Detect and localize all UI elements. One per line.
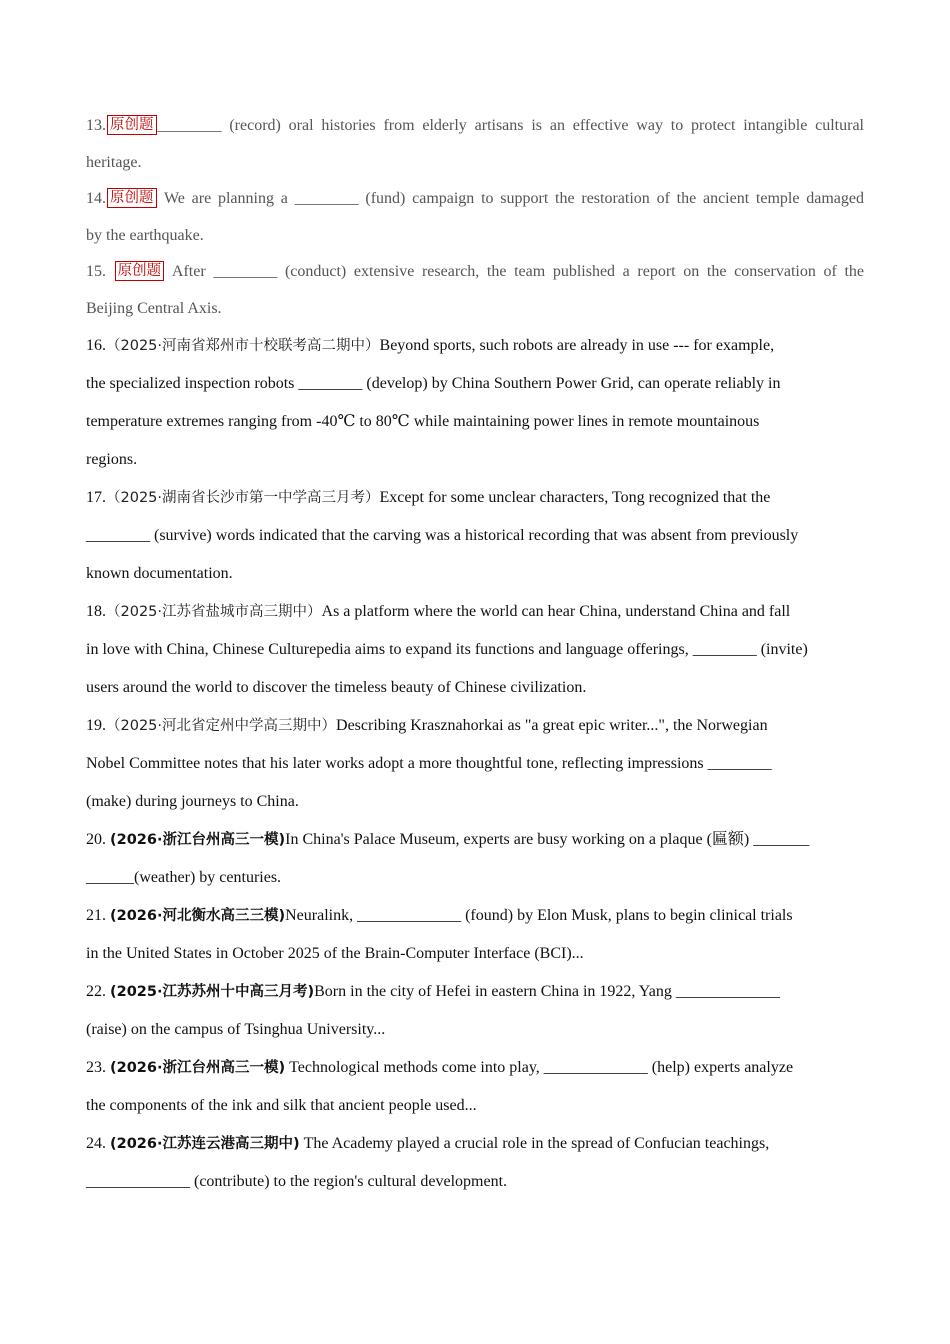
question-number: 18. bbox=[86, 603, 106, 620]
question-13 bbox=[86, 108, 864, 181]
question-line: heritage. bbox=[86, 153, 142, 171]
question-number: 21. bbox=[86, 907, 110, 924]
question-source: (2026·江苏连云港高三期中) bbox=[110, 1136, 300, 1152]
question-21 bbox=[86, 897, 864, 973]
original-question-badge: 原创题 bbox=[107, 115, 157, 135]
question-line bbox=[86, 1125, 864, 1163]
original-question-badge: 原创题 bbox=[107, 188, 157, 208]
question-line bbox=[86, 254, 864, 291]
question-number: 15. bbox=[86, 263, 114, 280]
question-line: temperature extremes ranging from -40℃ to 80℃ while maintaining power lines in remote mountainous bbox=[86, 413, 760, 430]
question-line: Beijing Central Axis. bbox=[86, 299, 222, 317]
question-number: 13. bbox=[86, 117, 106, 134]
question-line bbox=[86, 973, 864, 1011]
question-line bbox=[86, 108, 864, 145]
question-source: (2026·浙江台州高三一模) bbox=[110, 832, 286, 848]
exercise-page bbox=[86, 108, 864, 1201]
question-24 bbox=[86, 1125, 864, 1201]
question-number: 23. bbox=[86, 1059, 110, 1076]
question-line: known documentation. bbox=[86, 565, 233, 582]
question-line bbox=[86, 1049, 864, 1087]
question-number: 24. bbox=[86, 1135, 110, 1152]
question-line: the specialized inspection robots ________ (develop) by China Southern Power Grid, can operate reliably in bbox=[86, 375, 781, 392]
question-text: In China's Palace Museum, experts are busy working on a plaque (匾额) _______ bbox=[285, 831, 810, 848]
question-number: 17. bbox=[86, 489, 106, 506]
question-number: 22. bbox=[86, 983, 110, 1000]
question-17 bbox=[86, 479, 864, 593]
question-23 bbox=[86, 1049, 864, 1125]
question-line bbox=[86, 821, 864, 859]
question-line: in the United States in October 2025 of the Brain-Computer Interface (BCI)... bbox=[86, 945, 584, 962]
question-line: (raise) on the campus of Tsinghua University... bbox=[86, 1021, 386, 1038]
question-line bbox=[86, 327, 864, 365]
question-line: the components of the ink and silk that ancient people used... bbox=[86, 1097, 477, 1114]
question-line: _____________ (contribute) to the region's cultural development. bbox=[86, 1173, 508, 1190]
question-line: regions. bbox=[86, 451, 138, 468]
question-number: 14. bbox=[86, 190, 106, 207]
question-source: (2026·浙江台州高三一模) bbox=[110, 1060, 286, 1076]
original-question-badge: 原创题 bbox=[115, 261, 165, 281]
question-line: users around the world to discover the timeless beauty of Chinese civilization. bbox=[86, 679, 587, 696]
question-source: （2025·江苏省盐城市高三期中） bbox=[106, 604, 322, 620]
question-text: Beyond sports, such robots are already in use --- for example, bbox=[379, 337, 775, 354]
question-number: 16. bbox=[86, 337, 106, 354]
question-19 bbox=[86, 707, 864, 821]
question-text: After ________ (conduct) extensive research, the team published a report on the conservation of the bbox=[165, 263, 864, 280]
question-line bbox=[86, 593, 864, 631]
question-line: ______(weather) by centuries. bbox=[86, 869, 282, 886]
question-line: in love with China, Chinese Culturepedia aims to expand its functions and language offerings, ________ (invite) bbox=[86, 641, 808, 658]
question-14 bbox=[86, 181, 864, 254]
question-text: ________ (record) oral histories from elderly artisans is an effective way to protect intangible cultural bbox=[157, 117, 864, 134]
question-source: （2025·湖南省长沙市第一中学高三月考） bbox=[106, 490, 380, 506]
question-source: （2025·河南省郑州市十校联考高二期中） bbox=[106, 338, 380, 354]
question-text: Except for some unclear characters, Tong recognized that the bbox=[379, 489, 771, 506]
question-line: ________ (survive) words indicated that the carving was a historical recording that was absent from previously bbox=[86, 527, 799, 544]
question-text: We are planning a ________ (fund) campaign to support the restoration of the ancient temple damaged bbox=[157, 190, 864, 207]
question-text: The Academy played a crucial role in the spread of Confucian teachings, bbox=[299, 1135, 770, 1152]
question-text: Technological methods come into play, _____________ (help) experts analyze bbox=[285, 1059, 794, 1076]
question-line: (make) during journeys to China. bbox=[86, 793, 299, 810]
question-text: As a platform where the world can hear China, understand China and fall bbox=[321, 603, 791, 620]
question-source: （2025·河北省定州中学高三期中） bbox=[106, 718, 337, 734]
question-20 bbox=[86, 821, 864, 897]
question-number: 20. bbox=[86, 831, 110, 848]
question-source: (2025·江苏苏州十中高三月考) bbox=[110, 984, 315, 1000]
question-22 bbox=[86, 973, 864, 1049]
question-source: (2026·河北衡水高三三模) bbox=[110, 908, 286, 924]
question-text: Neuralink, _____________ (found) by Elon Musk, plans to begin clinical trials bbox=[285, 907, 793, 924]
question-text: Born in the city of Hefei in eastern China in 1922, Yang _____________ bbox=[314, 983, 780, 1000]
question-line bbox=[86, 479, 864, 517]
question-18 bbox=[86, 593, 864, 707]
question-number: 19. bbox=[86, 717, 106, 734]
question-line bbox=[86, 897, 864, 935]
question-line: by the earthquake. bbox=[86, 226, 204, 244]
question-16 bbox=[86, 327, 864, 479]
question-line bbox=[86, 181, 864, 218]
question-line: Nobel Committee notes that his later works adopt a more thoughtful tone, reflecting impressions ________ bbox=[86, 755, 772, 772]
question-line bbox=[86, 707, 864, 745]
question-text: Describing Krasznahorkai as "a great epic writer...", the Norwegian bbox=[336, 717, 768, 734]
question-15 bbox=[86, 254, 864, 327]
